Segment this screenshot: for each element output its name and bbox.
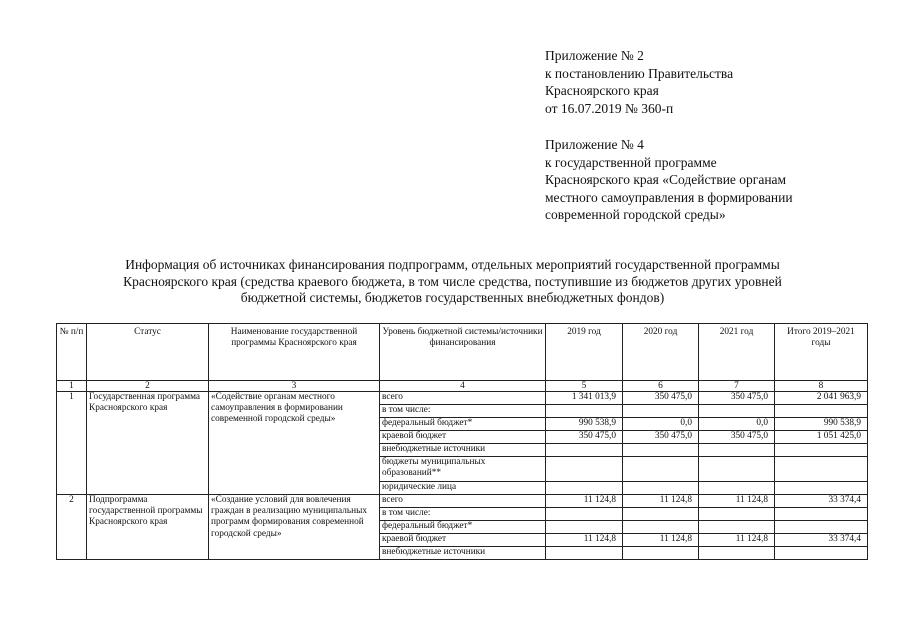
cell-total [775, 457, 868, 482]
cell-2019 [546, 482, 623, 495]
cell-2020 [623, 547, 699, 560]
row-source: в том числе: [380, 508, 546, 521]
title-line: Красноярского края (средства краевого бюджета, в том числе средства, поступившие из бюджетов других уровней [123, 273, 782, 289]
cell-2020 [623, 444, 699, 457]
cell-total [775, 482, 868, 495]
appendix-4-line: местного самоуправления в формировании [545, 189, 793, 205]
row-source: всего [380, 495, 546, 508]
cell-2021 [699, 444, 775, 457]
appendix-2-line: Красноярского края [545, 83, 659, 99]
cell-total [775, 444, 868, 457]
cell-2019 [546, 405, 623, 418]
row-source: внебюджетные источники [380, 444, 546, 457]
header-2020: 2020 год [623, 324, 699, 381]
cell-total: 990 538,9 [775, 418, 868, 431]
cell-2020: 350 475,0 [623, 392, 699, 405]
row-source: всего [380, 392, 546, 405]
cell-total: 33 374,4 [775, 534, 868, 547]
column-number-row [57, 381, 868, 392]
cell-total [775, 405, 868, 418]
column-number: 7 [699, 381, 775, 392]
cell-2020: 11 124,8 [623, 495, 699, 508]
title-line: бюджетной системы, бюджетов государственных внебюджетных фондов) [240, 290, 665, 305]
row-source: в том числе: [380, 405, 546, 418]
row-num: 1 [57, 392, 87, 495]
cell-total: 33 374,4 [775, 495, 868, 508]
cell-2020: 0,0 [623, 418, 699, 431]
header-status: Статус [87, 324, 209, 381]
row-source: федеральный бюджет* [380, 521, 546, 534]
cell-2020 [623, 508, 699, 521]
header-row [57, 324, 868, 381]
column-number: 3 [209, 381, 380, 392]
appendix-4-line: к государственной программе [545, 154, 717, 170]
cell-2021 [699, 457, 775, 482]
header-2019: 2019 год [546, 324, 623, 381]
header-2021: 2021 год [699, 324, 775, 381]
cell-2020: 11 124,8 [623, 534, 699, 547]
row-status: Государственная программа Красноярского края [87, 392, 209, 495]
appendix-2-line: Приложение № 2 [545, 48, 644, 63]
appendix-2-block [545, 47, 733, 117]
row-source: бюджеты муниципальных образований** [380, 457, 546, 482]
cell-2021: 350 475,0 [699, 392, 775, 405]
cell-2019 [546, 521, 623, 534]
row-source: краевой бюджет [380, 431, 546, 444]
cell-2021 [699, 405, 775, 418]
column-number: 5 [546, 381, 623, 392]
column-number: 1 [57, 381, 87, 392]
cell-2019 [546, 547, 623, 560]
column-number: 4 [380, 381, 546, 392]
cell-2021 [699, 482, 775, 495]
row-program-name: «Содействие органам местного самоуправления в формировании современной городской среды» [209, 392, 380, 495]
appendix-2-line: от 16.07.2019 № 360-п [545, 100, 674, 116]
cell-2020: 350 475,0 [623, 431, 699, 444]
title-line: Информация об источниках финансирования подпрограмм, отдельных мероприятий государственной программы [125, 257, 780, 272]
cell-2020 [623, 521, 699, 534]
cell-total [775, 547, 868, 560]
appendix-4-line: Красноярского края «Содействие органам [545, 172, 787, 188]
cell-2021: 0,0 [699, 418, 775, 431]
cell-2021: 350 475,0 [699, 431, 775, 444]
row-source: федеральный бюджет* [380, 418, 546, 431]
cell-2019: 990 538,9 [546, 418, 623, 431]
header-level: Уровень бюджетной системы/источники финансирования [380, 324, 546, 381]
cell-total [775, 521, 868, 534]
table-row [57, 495, 868, 508]
financing-table [56, 323, 868, 560]
cell-2020 [623, 405, 699, 418]
row-source: внебюджетные источники [380, 547, 546, 560]
row-source: юридические лица [380, 482, 546, 495]
cell-2020 [623, 482, 699, 495]
appendix-4-line: современной городской среды» [545, 207, 726, 223]
cell-2019 [546, 444, 623, 457]
cell-2021 [699, 547, 775, 560]
table-row [57, 392, 868, 405]
cell-2019 [546, 457, 623, 482]
document-title [40, 257, 865, 307]
row-num: 2 [57, 495, 87, 560]
cell-2019 [546, 508, 623, 521]
appendix-4-line: Приложение № 4 [545, 137, 644, 152]
cell-2019: 1 341 013,9 [546, 392, 623, 405]
header-total: Итого 2019–2021 годы [775, 324, 868, 381]
row-source: краевой бюджет [380, 534, 546, 547]
cell-2021 [699, 508, 775, 521]
cell-2019: 11 124,8 [546, 534, 623, 547]
cell-2021: 11 124,8 [699, 495, 775, 508]
row-program-name: «Создание условий для вовлечения граждан в реализацию муниципальных программ формирования современной городской среды» [209, 495, 380, 560]
header-name: Наименование государственной программы Красноярского края [209, 324, 380, 381]
cell-total: 1 051 425,0 [775, 431, 868, 444]
cell-total: 2 041 963,9 [775, 392, 868, 405]
column-number: 8 [775, 381, 868, 392]
cell-2021 [699, 521, 775, 534]
column-number: 2 [87, 381, 209, 392]
cell-2020 [623, 457, 699, 482]
row-status: Подпрограмма государственной программы Красноярского края [87, 495, 209, 560]
column-number: 6 [623, 381, 699, 392]
cell-2021: 11 124,8 [699, 534, 775, 547]
appendix-2-line: к постановлению Правительства [545, 65, 734, 81]
appendix-4-block [545, 136, 793, 224]
header-num: № п/п [57, 324, 87, 381]
cell-total [775, 508, 868, 521]
cell-2019: 350 475,0 [546, 431, 623, 444]
cell-2019: 11 124,8 [546, 495, 623, 508]
